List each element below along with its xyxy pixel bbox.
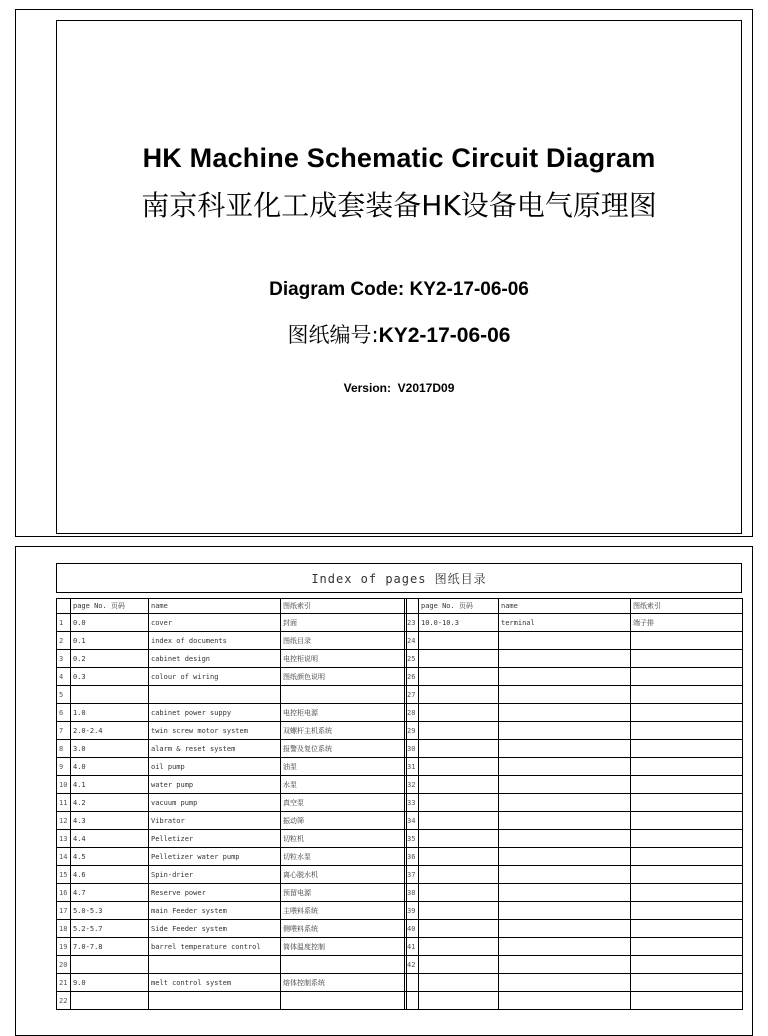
page-number <box>419 974 499 992</box>
row-number: 27 <box>405 686 419 704</box>
cover-sheet <box>15 9 753 537</box>
table-row <box>405 938 743 956</box>
page-name <box>499 632 631 650</box>
index-header-row <box>405 599 743 614</box>
row-number: 6 <box>57 704 71 722</box>
row-number: 29 <box>405 722 419 740</box>
page-name-cn: 水泵 <box>281 776 407 794</box>
page-name-cn <box>631 632 743 650</box>
table-row <box>57 704 407 722</box>
table-row <box>405 686 743 704</box>
page-name <box>499 794 631 812</box>
page-name: twin screw motor system <box>149 722 281 740</box>
page-number <box>71 686 149 704</box>
table-row <box>57 992 407 1010</box>
table-row <box>405 974 743 992</box>
page-name: cabinet design <box>149 650 281 668</box>
page-name <box>149 686 281 704</box>
table-row <box>405 776 743 794</box>
page-name <box>499 956 631 974</box>
diagram-code-cn-value: KY2-17-06-06 <box>378 324 511 347</box>
page-name-cn <box>631 686 743 704</box>
page-name: barrel temperature control <box>149 938 281 956</box>
diagram-code-cn-label: 图纸编号: <box>287 323 379 347</box>
row-number: 4 <box>57 668 71 686</box>
page-name <box>499 866 631 884</box>
page-name <box>499 740 631 758</box>
page-name-cn <box>631 740 743 758</box>
page-name: Side Feeder system <box>149 920 281 938</box>
page-name: melt control system <box>149 974 281 992</box>
page-number: 4.2 <box>71 794 149 812</box>
row-number: 24 <box>405 632 419 650</box>
page-number: 7.0-7.8 <box>71 938 149 956</box>
row-number: 11 <box>57 794 71 812</box>
row-number: 30 <box>405 740 419 758</box>
page-number: 0.1 <box>71 632 149 650</box>
page-number: 5.2-5.7 <box>71 920 149 938</box>
table-row <box>57 632 407 650</box>
row-number: 7 <box>57 722 71 740</box>
table-row <box>57 776 407 794</box>
table-row <box>405 902 743 920</box>
page-name <box>499 776 631 794</box>
page-number <box>419 956 499 974</box>
page-name <box>499 686 631 704</box>
page-number <box>419 830 499 848</box>
header-name: name <box>149 599 281 614</box>
page-name-cn <box>631 794 743 812</box>
row-number: 20 <box>57 956 71 974</box>
row-number: 8 <box>57 740 71 758</box>
table-row <box>405 956 743 974</box>
page-name: Pelletizer water pump <box>149 848 281 866</box>
page-name <box>499 974 631 992</box>
page-name: oil pump <box>149 758 281 776</box>
row-number: 19 <box>57 938 71 956</box>
page-number <box>71 956 149 974</box>
page-name: cover <box>149 614 281 632</box>
table-row <box>57 902 407 920</box>
row-number: 22 <box>57 992 71 1010</box>
page-name: terminal <box>499 614 631 632</box>
page-number <box>419 776 499 794</box>
version-value: V2017D09 <box>397 381 455 395</box>
title-english: HK Machine Schematic Circuit Diagram <box>142 143 656 173</box>
page-name-cn <box>281 686 407 704</box>
table-row <box>405 704 743 722</box>
row-number: 10 <box>57 776 71 794</box>
page-number: 0.0 <box>71 614 149 632</box>
row-number: 25 <box>405 650 419 668</box>
page-name: Pelletizer <box>149 830 281 848</box>
page-name <box>499 848 631 866</box>
table-row <box>57 686 407 704</box>
page-number: 5.0-5.3 <box>71 902 149 920</box>
version-label: Version: <box>343 381 391 395</box>
table-row <box>405 884 743 902</box>
page-name: index of documents <box>149 632 281 650</box>
page-name-cn <box>631 758 743 776</box>
header-cn: 图纸索引 <box>631 599 743 614</box>
page-number: 9.0 <box>71 974 149 992</box>
table-row <box>57 668 407 686</box>
page-name-cn: 振动筛 <box>281 812 407 830</box>
index-title: Index of pages 图纸目录 <box>56 563 742 593</box>
page-number: 10.0-10.3 <box>419 614 499 632</box>
table-row <box>405 830 743 848</box>
cover-frame <box>56 20 742 534</box>
table-row <box>57 740 407 758</box>
header-blank <box>405 599 419 614</box>
page-name-cn: 切粒机 <box>281 830 407 848</box>
index-table-right <box>404 598 743 1010</box>
page-name-cn: 电控柜说明 <box>281 650 407 668</box>
table-row <box>405 848 743 866</box>
page-number <box>419 686 499 704</box>
page-number <box>419 884 499 902</box>
page-number <box>419 812 499 830</box>
row-number: 1 <box>57 614 71 632</box>
page-name-cn <box>631 902 743 920</box>
page-name-cn <box>631 812 743 830</box>
row-number: 35 <box>405 830 419 848</box>
page-number <box>419 632 499 650</box>
table-row <box>405 992 743 1010</box>
row-number: 14 <box>57 848 71 866</box>
page-name: vacuum pump <box>149 794 281 812</box>
page-name <box>499 920 631 938</box>
page-number: 4.1 <box>71 776 149 794</box>
page-name: alarm & reset system <box>149 740 281 758</box>
page-name-cn <box>281 992 407 1010</box>
page-name-cn <box>631 974 743 992</box>
page-name <box>499 704 631 722</box>
page-name-cn <box>631 830 743 848</box>
row-number <box>405 974 419 992</box>
page-name-cn: 端子排 <box>631 614 743 632</box>
row-number: 18 <box>57 920 71 938</box>
table-row <box>405 632 743 650</box>
page-name <box>499 938 631 956</box>
page-name-cn: 侧喂料系统 <box>281 920 407 938</box>
index-header-row <box>57 599 407 614</box>
page-number: 0.3 <box>71 668 149 686</box>
header-cn: 图纸索引 <box>281 599 407 614</box>
table-row <box>57 848 407 866</box>
row-number <box>405 992 419 1010</box>
index-table-left <box>56 598 407 1010</box>
page-name-cn <box>631 884 743 902</box>
page-number: 4.4 <box>71 830 149 848</box>
table-row <box>405 668 743 686</box>
table-row <box>405 722 743 740</box>
page-number: 4.6 <box>71 866 149 884</box>
page-number <box>71 992 149 1010</box>
header-page: page No. 页码 <box>71 599 149 614</box>
diagram-code <box>57 279 741 301</box>
page-number: 4.3 <box>71 812 149 830</box>
page-number <box>419 848 499 866</box>
table-row <box>57 866 407 884</box>
row-number: 3 <box>57 650 71 668</box>
page-name-cn: 双螺杆主机系统 <box>281 722 407 740</box>
table-row <box>57 938 407 956</box>
page-name <box>499 992 631 1010</box>
page-name <box>499 902 631 920</box>
page-name-cn <box>631 956 743 974</box>
table-row <box>57 830 407 848</box>
table-row <box>57 956 407 974</box>
row-number: 2 <box>57 632 71 650</box>
page-number <box>419 794 499 812</box>
page-number: 1.0 <box>71 704 149 722</box>
page-number: 4.5 <box>71 848 149 866</box>
page-name-cn <box>631 650 743 668</box>
page-name-cn <box>631 992 743 1010</box>
page-name <box>149 992 281 1010</box>
page-name-cn: 报警及复位系统 <box>281 740 407 758</box>
page-number <box>419 938 499 956</box>
page-name-cn: 主喂料系统 <box>281 902 407 920</box>
diagram-code-chinese <box>57 319 741 349</box>
page-number: 0.2 <box>71 650 149 668</box>
row-number: 21 <box>57 974 71 992</box>
table-row <box>57 884 407 902</box>
row-number: 15 <box>57 866 71 884</box>
table-row <box>57 920 407 938</box>
row-number: 32 <box>405 776 419 794</box>
page-name-cn <box>631 704 743 722</box>
version <box>57 381 741 395</box>
page-number: 3.0 <box>71 740 149 758</box>
row-number: 13 <box>57 830 71 848</box>
header-blank <box>57 599 71 614</box>
table-row <box>405 866 743 884</box>
table-row <box>57 722 407 740</box>
page-name <box>499 884 631 902</box>
row-number: 12 <box>57 812 71 830</box>
page-number <box>419 740 499 758</box>
title-chinese: 南京科亚化工成套装备HK设备电气原理图 <box>141 189 657 222</box>
table-row <box>405 794 743 812</box>
row-number: 34 <box>405 812 419 830</box>
row-number: 38 <box>405 884 419 902</box>
page-name-cn <box>631 722 743 740</box>
page-name-cn: 筒体温度控制 <box>281 938 407 956</box>
page-number: 2.0-2.4 <box>71 722 149 740</box>
page-name: Vibrator <box>149 812 281 830</box>
table-row <box>57 614 407 632</box>
page-name <box>499 812 631 830</box>
page-number <box>419 902 499 920</box>
page-name-cn <box>631 668 743 686</box>
row-number: 36 <box>405 848 419 866</box>
row-number: 17 <box>57 902 71 920</box>
table-row <box>57 794 407 812</box>
page-name: main Feeder system <box>149 902 281 920</box>
table-row <box>405 758 743 776</box>
page-name <box>499 650 631 668</box>
row-number: 23 <box>405 614 419 632</box>
page-number <box>419 722 499 740</box>
page-name-cn: 真空泵 <box>281 794 407 812</box>
table-row <box>405 740 743 758</box>
table-row <box>405 614 743 632</box>
page-name: colour of wiring <box>149 668 281 686</box>
table-row <box>57 974 407 992</box>
page-name-cn <box>631 920 743 938</box>
diagram-code-value: KY2-17-06-06 <box>409 279 529 300</box>
table-row <box>405 650 743 668</box>
page-name: Reserve power <box>149 884 281 902</box>
page-name-cn: 图纸颜色说明 <box>281 668 407 686</box>
header-name: name <box>499 599 631 614</box>
row-number: 16 <box>57 884 71 902</box>
table-row <box>405 812 743 830</box>
page-name-cn <box>631 938 743 956</box>
row-number: 39 <box>405 902 419 920</box>
page-name-cn: 预留电源 <box>281 884 407 902</box>
page-number <box>419 758 499 776</box>
page-name-cn <box>631 848 743 866</box>
page-number <box>419 650 499 668</box>
page-name: water pump <box>149 776 281 794</box>
page-name <box>499 758 631 776</box>
row-number: 41 <box>405 938 419 956</box>
row-number: 28 <box>405 704 419 722</box>
diagram-code-label: Diagram Code: <box>269 279 405 300</box>
row-number: 31 <box>405 758 419 776</box>
page-name <box>149 956 281 974</box>
page-name-cn <box>631 776 743 794</box>
page-name: cabinet power suppy <box>149 704 281 722</box>
page-name-cn: 离心脱水机 <box>281 866 407 884</box>
page-number <box>419 866 499 884</box>
table-row <box>57 758 407 776</box>
row-number: 5 <box>57 686 71 704</box>
page-name <box>499 668 631 686</box>
row-number: 37 <box>405 866 419 884</box>
table-row <box>405 920 743 938</box>
page-name-cn: 切粒水泵 <box>281 848 407 866</box>
page-name <box>499 722 631 740</box>
page-name: Spin-drier <box>149 866 281 884</box>
page-name-cn <box>631 866 743 884</box>
row-number: 26 <box>405 668 419 686</box>
page-number <box>419 668 499 686</box>
page-number: 4.0 <box>71 758 149 776</box>
page-name-cn: 电控柜电源 <box>281 704 407 722</box>
row-number: 9 <box>57 758 71 776</box>
page-name-cn: 图纸目录 <box>281 632 407 650</box>
page-name-cn: 熔体控制系统 <box>281 974 407 992</box>
header-page: page No. 页码 <box>419 599 499 614</box>
page-name-cn <box>281 956 407 974</box>
table-row <box>57 650 407 668</box>
page-number: 4.7 <box>71 884 149 902</box>
row-number: 33 <box>405 794 419 812</box>
page-number <box>419 992 499 1010</box>
row-number: 40 <box>405 920 419 938</box>
page-name-cn: 封面 <box>281 614 407 632</box>
page-name <box>499 830 631 848</box>
table-row <box>57 812 407 830</box>
page-number <box>419 704 499 722</box>
page-number <box>419 920 499 938</box>
page-name-cn: 油泵 <box>281 758 407 776</box>
row-number: 42 <box>405 956 419 974</box>
